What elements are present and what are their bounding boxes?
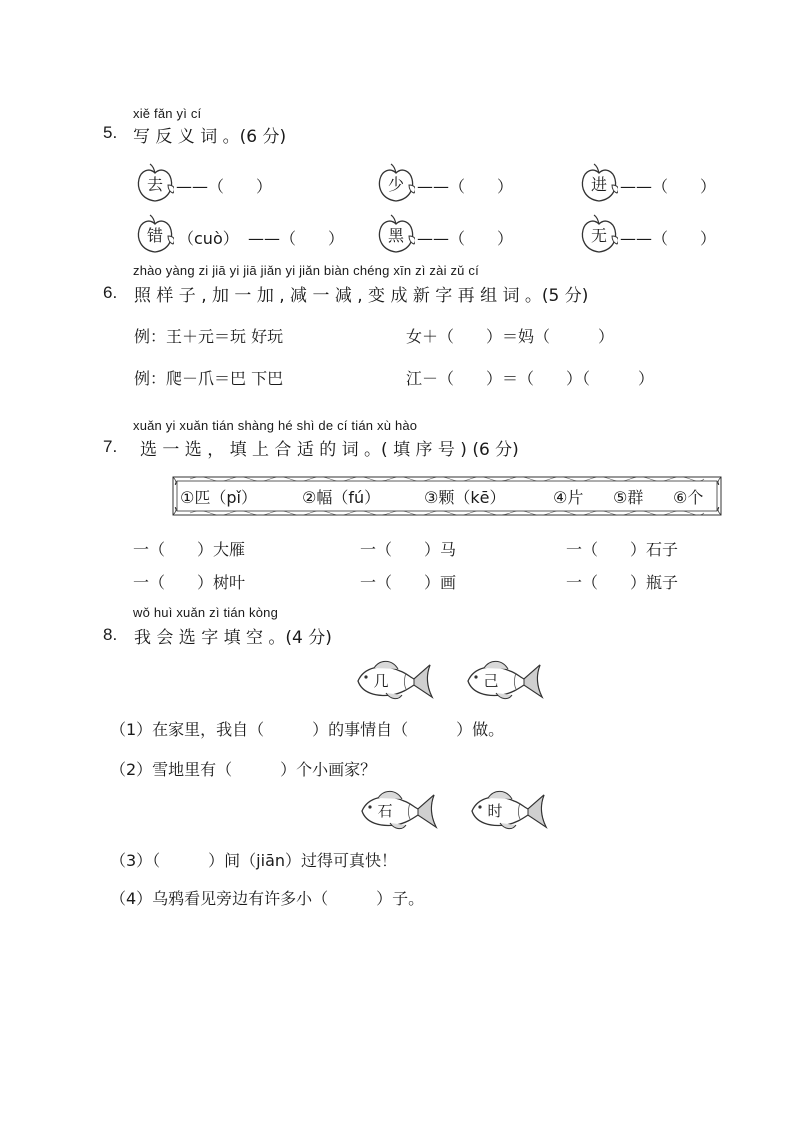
q6-pinyin: zhào yàng zi jiā yi jiā jiǎn yi jiǎn biàn chéng xīn zì zài zǔ cí	[133, 263, 479, 278]
q5-item-char: 黑	[387, 226, 404, 245]
q5-title: 写 反 义 词 。(6 分)	[133, 127, 287, 147]
fish-icon	[466, 657, 544, 703]
q5-item-blank[interactable]: ——（ ）	[620, 229, 717, 248]
q8-title: 我 会 选 字 填 空 。(4 分)	[134, 628, 332, 648]
fish-char: 己	[483, 672, 499, 690]
q8-line-2[interactable]: （2）雪地里有（ ）个小画家？	[110, 760, 377, 779]
q5-item-blank[interactable]: ——（ ）	[248, 229, 345, 248]
q7-row1-item1[interactable]: 一（ ）大雁	[133, 540, 246, 559]
fish-char: 几	[373, 672, 389, 690]
q5-item-blank[interactable]: ——（ ）	[417, 177, 514, 196]
q5-item-blank[interactable]: ——（ ）	[176, 177, 273, 196]
option-6: ⑥个	[673, 488, 704, 507]
q7-row1-item3[interactable]: 一（ ）石子	[566, 540, 679, 559]
fish-icon	[360, 787, 438, 833]
q5-item-char: 错	[146, 226, 163, 245]
q6-example-1: 例：王＋元＝玩 好玩	[134, 327, 284, 346]
peach-icon	[580, 163, 618, 203]
option-2: ②幅（fú）	[302, 488, 381, 507]
q8-pinyin: wǒ huì xuǎn zì tián kòng	[133, 605, 279, 620]
fish-icon	[356, 657, 434, 703]
q7-pinyin: xuǎn yi xuǎn tián shàng hé shì de cí tián xù hào	[133, 418, 418, 433]
q5-number: 5.	[103, 123, 118, 142]
peach-icon	[136, 214, 174, 254]
option-3: ③颗（kē）	[424, 488, 506, 507]
option-5: ⑤群	[613, 488, 644, 507]
q7-row2-item1[interactable]: 一（ ）树叶	[133, 573, 246, 592]
q5-item-blank[interactable]: ——（ ）	[417, 229, 514, 248]
q8-line-3[interactable]: （3）（ ）间（jiān）过得可真快！	[110, 851, 398, 870]
q5-item-pinyin: （cuò）	[178, 229, 239, 248]
q8-line-4[interactable]: （4）乌鸦看见旁边有许多小（ ）子。	[110, 889, 425, 908]
q6-example-2: 例：爬－爪＝巴 下巴	[134, 369, 284, 388]
q7-title: 选 一 选 ， 填 上 合 适 的 词 。( 填 序 号 ) (6 分)	[140, 440, 519, 460]
peach-icon	[580, 214, 618, 254]
q7-row1-item2[interactable]: 一（ ）马	[360, 540, 457, 559]
q8-number: 8.	[103, 625, 118, 644]
q5-item-char: 去	[146, 175, 163, 194]
q7-row2-item3[interactable]: 一（ ）瓶子	[566, 573, 679, 592]
q8-line-1[interactable]: （1）在家里，我自（ ）的事情自（ ）做。	[110, 720, 505, 739]
fish-char: 时	[487, 802, 503, 820]
q5-item-char: 无	[590, 226, 607, 245]
peach-icon	[136, 163, 174, 203]
q7-row2-item2[interactable]: 一（ ）画	[360, 573, 457, 592]
option-1: ①匹（pǐ）	[180, 488, 257, 507]
q5-item-char: 进	[590, 175, 607, 194]
peach-icon	[377, 163, 415, 203]
fish-icon	[470, 787, 548, 833]
q7-number: 7.	[103, 437, 118, 456]
q5-item-blank[interactable]: ——（ ）	[620, 177, 717, 196]
option-4: ④片	[553, 488, 584, 507]
q6-number: 6.	[103, 283, 118, 302]
q5-item-char: 少	[387, 175, 404, 194]
q6-title: 照 样 子 , 加 一 加 , 减 一 减 , 变 成 新 字 再 组 词 。(5 分)	[134, 286, 589, 306]
peach-icon	[377, 214, 415, 254]
q6-answer-1[interactable]: 女＋（ ）＝妈（ ）	[406, 327, 615, 346]
q6-answer-2[interactable]: 江－（ ）＝（ ）（ ）	[406, 369, 655, 388]
q5-pinyin: xiě fǎn yì cí	[133, 106, 202, 121]
fish-char: 石	[377, 802, 393, 820]
